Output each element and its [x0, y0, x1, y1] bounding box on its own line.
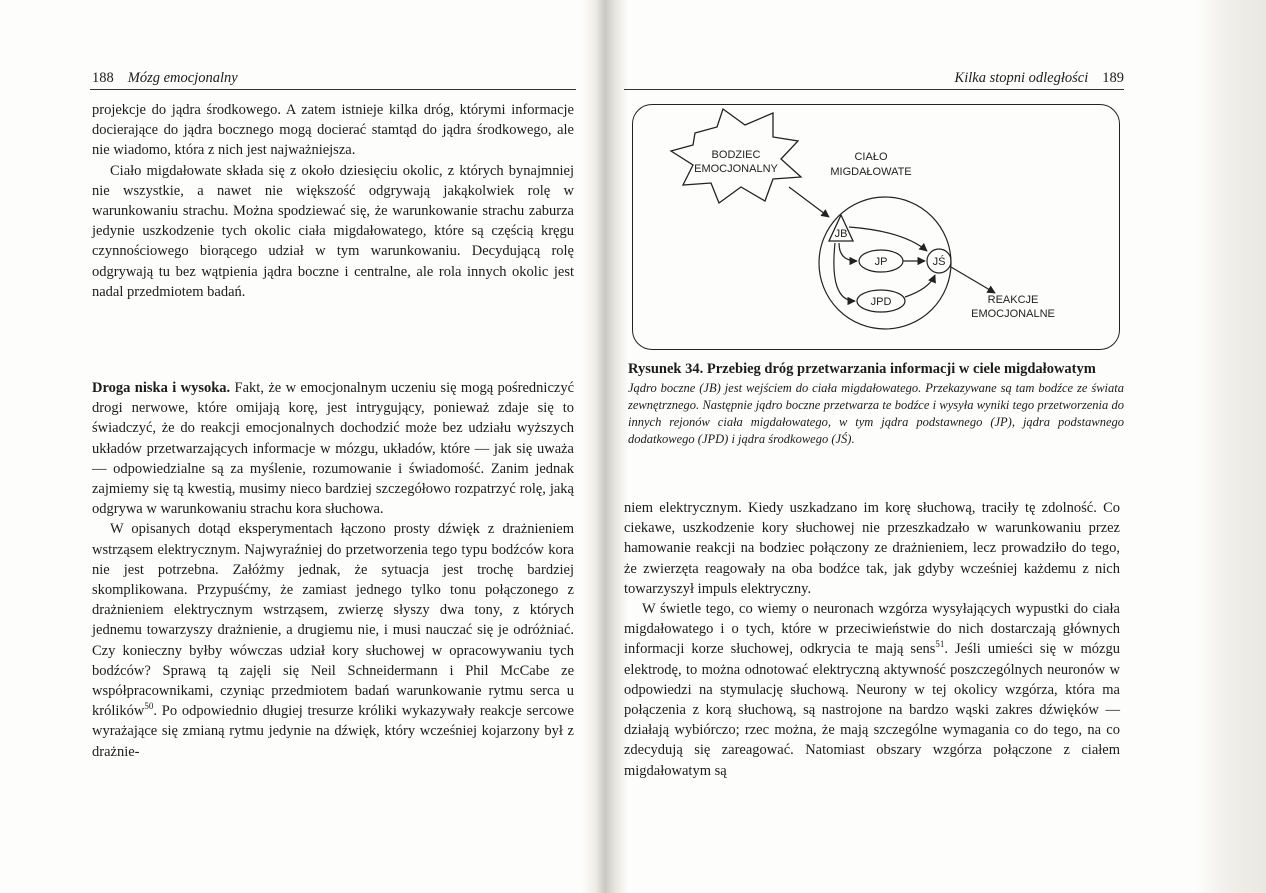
section-heading: Droga niska i wysoka. [92, 380, 231, 396]
amygdala-diagram [633, 105, 1121, 351]
right-running-title: Kilka stopni odległości [954, 70, 1089, 86]
paragraph: niem elektrycznym. Kiedy uszkadzano im korę słuchową, traciły tę zdolność. Co ciekawe, uszkodzenie kory słuchowej nie przeszkadzało w warunkowaniu przez hamowanie reakcji na bodziec połączony ze drażnieniem, lecz prowadziło do tego, że zwierzęta reagowały na oba bodźce tak, jak gdyby wcześniej każdemu z nich towarzyszył impuls elektryczny. [624, 500, 1120, 597]
paragraph-text: W świetle tego, co wiemy o neuronach wzgórza wysyłających wypustki do ciała migdałowatego i o tych, które w przeciwieństwie do nich dostarczają głównych informacji korze słuchowej, odkrycia te mają sens [624, 601, 1120, 658]
arrow-js-to-reactions [951, 267, 995, 293]
label-emocjonalne: EMOCJONALNE [971, 308, 1055, 320]
paragraph-text: . Jeśli umieści się w mózgu elektrodę, to można odnotować elektryczną aktywność poszczególnych neuronów w odpowiedzi na stymulację słuchową. Neurony w tej okolicy wzgórza, która ma połączenia z korą słuchową, są nastrojone na bardzo wąski zakres dźwięków — działają wybiórczo; rzec można, że mają szczególne wymagania co do tego, na co zdecydują się zareagować. Natomiast obszary wzgórza połączone z ciałem migdałowatym są [624, 641, 1120, 779]
paragraph-text: . Po odpowiednio długiej tresurze króliki wykazywały reakcje sercowe wyrażające się zmianą rytmu jedynie na dźwięk, który wcześniej kojarzony był z drażnie- [92, 703, 574, 760]
figure-caption [628, 360, 1124, 448]
left-running-head [92, 70, 238, 87]
arrow-stimulus-to-jb [789, 187, 829, 217]
left-page-number: 188 [92, 70, 114, 86]
left-text-block-1 [92, 100, 574, 302]
label-jp: JP [874, 256, 888, 268]
footnote-ref: 50 [144, 701, 154, 712]
right-page-number: 189 [1102, 70, 1124, 86]
footnote-ref: 51 [935, 639, 945, 650]
label-jpd: JPD [870, 296, 892, 308]
right-header-rule [624, 89, 1124, 90]
page-edge [1196, 0, 1266, 893]
arrow-jb-to-js [849, 227, 927, 251]
label-reakcje: REAKCJE [987, 294, 1039, 306]
paragraph [92, 378, 574, 519]
label-migdalowate: MIGDAŁOWATE [830, 166, 912, 178]
paragraph-text: Fakt, że w emocjonalnym uczeniu się mogą pośredniczyć drogi nerwowe, które omijają korę, jest intrygujący, ponieważ zdaje się to świadczyć, że do reakcji emocjonalnych dochodzić może bez udziału wyższych układów przetwarzających informacje w mózgu, układów, które — jak się uważa — odpowiedzialne są za myślenie, rozumowanie i świadomość. Zanim jednak zajmiemy się tą kwestią, musimy nieco bardziej szczegółowo rozpatrzyć rolę, jaką odgrywa w warunkowaniu strachu kora słuchowa. [92, 380, 575, 518]
left-header-rule [90, 89, 576, 90]
arrow-jb-to-jpd [834, 243, 855, 301]
label-emocjonalny: EMOCJONALNY [694, 163, 778, 175]
label-cialo: CIAŁO [854, 151, 888, 163]
right-page [612, 0, 1122, 893]
figure-34-diagram [632, 104, 1120, 350]
left-running-title: Mózg emocjonalny [127, 70, 238, 86]
arrow-jb-to-jp [839, 243, 857, 261]
left-text-block-2 [92, 378, 574, 762]
caption-title: Rysunek 34. Przebieg dróg przetwarzania informacji w ciele migdałowatym [628, 361, 1096, 377]
label-jb: JB [834, 228, 848, 240]
label-js: JŚ [932, 256, 946, 268]
label-bodziec: BODZIEC [711, 149, 761, 161]
left-page [0, 0, 584, 893]
caption-body: Jądro boczne (JB) jest wejściem do ciała migdałowatego. Przekazywane są tam bodźce ze świata zewnętrznego. Następnie jądro boczne przetwarza te bodźce i wysyła wyniki tego przetworzenia do innych rejonów ciała migdałowatego, w tym jądra podstawnego (JP), jądra podstawnego dodatkowego (JPD) i jądra środkowego (JŚ). [628, 381, 1124, 446]
paragraph [624, 599, 1120, 781]
paragraph-text: W opisanych dotąd eksperymentach łączono prosty dźwięk z drażnieniem wstrząsem elektrycznym. Najwyraźniej do przetworzenia tego typu bodźców kora nie jest potrzebna. Załóżmy jednak, że sytuacja jest trochę bardziej skomplikowana. Przypuśćmy, że zamiast jednego tylko tonu połączonego z drażnieniem elektrycznym wstrząsem, zwierzę słyszy dwa tony, z których jednemu towarzyszy drażnienie, a drugiemu nie, i musi nauczać się je odróżniać. Czy konieczny byłby wówczas udział kory słuchowej w opracowywaniu tych bodźców? Sprawą tą zajęli się Neil Schneidermann i Phil McCabe ze współpracownikami, czyniąc przedmiotem badań warunkowanie rytmu serca u królików [92, 521, 574, 720]
paragraph [92, 519, 574, 761]
right-text-block [624, 498, 1120, 781]
paragraph: Ciało migdałowate składa się z około dziesięciu okolic, z których bynajmniej nie wszystkie, a nawet nie większość odgrywają jakąkolwiek rolę w warunkowaniu strachu. Można spodziewać się, że warunkowanie strachu zaburza jedynie uszkodzenie tych okolic ciała migdałowatego, które są częścią kręgu czynnościowego biorącego udział w tym warunkowaniu. Decydującą rolę odgrywają tu bez wątpienia jądra boczne i centralne, ale rola innych okolic jest nadal przedmiotem badań. [92, 162, 574, 300]
right-running-head [955, 70, 1124, 87]
paragraph: projekcje do jądra środkowego. A zatem istnieje kilka dróg, którymi informacje docierające do jądra bocznego mogą docierać stamtąd do jądra środkowego, ale nie wiadomo, która z nich jest najważniejsza. [92, 102, 574, 159]
arrow-jpd-to-js [905, 275, 935, 297]
